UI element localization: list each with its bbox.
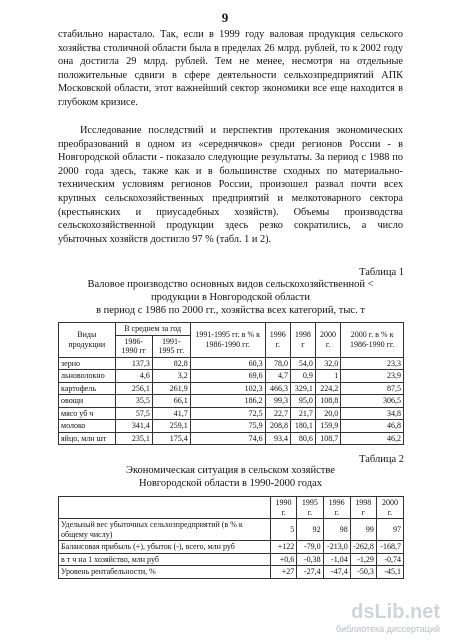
table1-header-8690: 1986-1990 гг xyxy=(115,335,152,357)
table1-row xyxy=(59,382,404,395)
table1-cell: 256,1 xyxy=(115,382,152,395)
table1-header-crops: Виды продукции xyxy=(59,323,116,358)
table2-cell: -45,1 xyxy=(376,566,403,579)
table1-cell: 137,3 xyxy=(115,357,152,370)
table1-cell: 99,3 xyxy=(265,395,290,408)
table2-cell: -262,8 xyxy=(350,541,376,554)
table1-cell: 23,9 xyxy=(341,370,404,383)
table2-body xyxy=(59,519,404,579)
table2 xyxy=(58,496,404,579)
table2-cell: -0,74 xyxy=(376,553,403,566)
table2-row xyxy=(59,519,404,541)
watermark-logo xyxy=(336,601,440,634)
table1-cell: 22,7 xyxy=(265,407,290,420)
table1-header-2000: 2000 г. xyxy=(315,323,340,358)
table1-cell: 259,1 xyxy=(152,420,190,433)
table1-cell: 46,8 xyxy=(341,420,404,433)
table1-cell: 82,8 xyxy=(152,357,190,370)
table2-cell: 99 xyxy=(350,519,376,541)
paragraph-2: Исследование последствий и перспектив протекания экономических преобразований в одном из «середнячков» среди регионов России - в Новгородской области - показало следующие результаты. За период с 1988 по 2000 года здесь, также как и в большинстве сходных по материально-техническим условиям регионов России, произошел развал почти всех крупных сельскохозяйственных предприятий и мелкотоварного сектора (крестьянских и приусадебных хозяйств). Объемы производства сельскохозяйственной продукции здесь резко сократились, а число убыточных хозяйств достигло 97 % (табл. 1 и 2). xyxy=(58,125,403,245)
table1-cell: 175,4 xyxy=(152,432,190,445)
table1-cell: 54,0 xyxy=(291,357,316,370)
table1-cell: 4,7 xyxy=(265,370,290,383)
table1-cell: 95,0 xyxy=(291,395,316,408)
table1-title xyxy=(58,278,403,304)
table2-header-year: 1990 г. xyxy=(270,497,296,519)
table1-cell: 46,2 xyxy=(341,432,404,445)
table1-row xyxy=(59,420,404,433)
table2-cell: -1,29 xyxy=(350,553,376,566)
table1-header-1998: 1998 г xyxy=(291,323,316,358)
table2-header-year: 1996 г. xyxy=(323,497,350,519)
table1-cell-name: мясо уб ч xyxy=(59,407,116,420)
table2-cell-name: Уровень рентабельности, % xyxy=(59,566,271,579)
table2-cell-name: Балансовая прибыль (+), убыток (-), всего, млн руб xyxy=(59,541,271,554)
table1-cell: 23,3 xyxy=(341,357,404,370)
table1-body xyxy=(59,357,404,445)
table2-row xyxy=(59,566,404,579)
table1-title-line3: в период с 1986 по 2000 гг., хозяйства всех категорий, тыс. т xyxy=(96,305,365,316)
table2-label: Таблица 2 xyxy=(359,454,404,465)
table2-cell: 92 xyxy=(297,519,323,541)
table1-cell: 20,0 xyxy=(315,407,340,420)
table2-cell-name: в т ч на 1 хозяйство, млн руб xyxy=(59,553,271,566)
paragraph-1: стабильно нарастало. Так, если в 1999 году валовая продукция сельского хозяйства столичной области была в пределах 26 млрд. рублей, то к 2002 году она достигла 29 млрд. рублей. Тем не менее, несмотря на отдельные положительные сдвиги в сфере деятельности сельхозпредприятий АПК Московской области, этот важнейший сектор экономики все еще находится в глубоком кризисе. xyxy=(58,29,403,108)
table1-cell: 235,1 xyxy=(115,432,152,445)
table1-title-line1: Валовое производство основных видов сельскохозяйственной < xyxy=(87,279,374,290)
table2-cell: +122 xyxy=(270,541,296,554)
table1-cell: 74,6 xyxy=(190,432,265,445)
table2-cell: -79,0 xyxy=(297,541,323,554)
table1-row xyxy=(59,370,404,383)
watermark-site: dsLib.net xyxy=(351,601,440,623)
table1-cell: 208,8 xyxy=(265,420,290,433)
table1-cell: 41,7 xyxy=(152,407,190,420)
table2-title-line2: Новгородской области в 1990-2000 годах xyxy=(138,478,323,489)
table1-cell: 4,6 xyxy=(115,370,152,383)
table1-row xyxy=(59,432,404,445)
table2-cell: 5 xyxy=(270,519,296,541)
table2-cell-name: Удельный вес убыточных сельхозпредприятий (в % к общему числу) xyxy=(59,519,271,541)
table2-header-year: 2000 г. xyxy=(376,497,403,519)
table2-cell: 98 xyxy=(323,519,350,541)
table1-cell-name: овощи xyxy=(59,395,116,408)
table1-header-pct9195: 1991-1995 гг. в % к 1986-1990 гг. xyxy=(190,323,265,358)
table1-cell: 60,3 xyxy=(190,357,265,370)
table2-cell: -213,0 xyxy=(323,541,350,554)
watermark-caption: библиотека диссертаций xyxy=(335,624,440,634)
table2-cell: -168,7 xyxy=(376,541,403,554)
table1-cell: 224,2 xyxy=(315,382,340,395)
table1-cell-name: льноволокно xyxy=(59,370,116,383)
table1-cell: 78,0 xyxy=(265,357,290,370)
table2-row xyxy=(59,553,404,566)
table1-header-avg: В среднем за год xyxy=(115,323,190,336)
table1-cell: 0,9 xyxy=(291,370,316,383)
table1-cell-name: яйцо, млн шт xyxy=(59,432,116,445)
table1-header-pct2000: 2000 г. в % к 1986-1990 гг. xyxy=(341,323,404,358)
table1-cell: 87,5 xyxy=(341,382,404,395)
table1-cell-name: картофель xyxy=(59,382,116,395)
table2-cell: +27 xyxy=(270,566,296,579)
table1-cell: 57,5 xyxy=(115,407,152,420)
table1-cell: 159,9 xyxy=(315,420,340,433)
table2-row xyxy=(59,541,404,554)
table1-cell: 72,5 xyxy=(190,407,265,420)
table1-cell: 1 xyxy=(315,370,340,383)
table1-cell: 108,8 xyxy=(315,395,340,408)
table1-cell: 186,2 xyxy=(190,395,265,408)
table1-row xyxy=(59,395,404,408)
page-number: 9 xyxy=(221,10,229,25)
table1-cell: 69,6 xyxy=(190,370,265,383)
table1-cell: 329,1 xyxy=(291,382,316,395)
table2-cell: -0,38 xyxy=(297,553,323,566)
table1-cell: 341,4 xyxy=(115,420,152,433)
table1-header-9195: 1991-1995 гг. xyxy=(152,335,190,357)
table1-cell: 466,3 xyxy=(265,382,290,395)
table1-cell: 93,4 xyxy=(265,432,290,445)
table2-header-year: 1998 г xyxy=(350,497,376,519)
table2-header-blank xyxy=(59,497,271,519)
table1-cell: 261,9 xyxy=(152,382,190,395)
table1-cell: 66,1 xyxy=(152,395,190,408)
table1-cell: 3,2 xyxy=(152,370,190,383)
table1-cell: 306,5 xyxy=(341,395,404,408)
table1 xyxy=(58,322,404,445)
table1-cell: 80,6 xyxy=(291,432,316,445)
table1-header-1996: 1996 г. xyxy=(265,323,290,358)
table2-cell: -27,4 xyxy=(297,566,323,579)
table2-cell: -1,04 xyxy=(323,553,350,566)
table1-cell: 21,7 xyxy=(291,407,316,420)
table1-cell: 75,9 xyxy=(190,420,265,433)
table1-cell-name: зерно xyxy=(59,357,116,370)
table2-title-line1: Экономическая ситуация в сельском хозяйстве xyxy=(126,465,335,476)
table1-cell: 35,5 xyxy=(115,395,152,408)
table1-cell: 34,8 xyxy=(341,407,404,420)
table1-cell: 102,3 xyxy=(190,382,265,395)
table2-cell: +0,6 xyxy=(270,553,296,566)
table1-label: Таблица 1 xyxy=(359,267,404,278)
table1-row xyxy=(59,407,404,420)
table2-cell: -50,3 xyxy=(350,566,376,579)
table2-title xyxy=(58,464,403,490)
table2-header-year: 1995 г. xyxy=(297,497,323,519)
table1-row xyxy=(59,357,404,370)
table1-cell: 180,1 xyxy=(291,420,316,433)
table1-title-line2: продукции в Новгородской области xyxy=(150,292,311,303)
table1-cell: 108,7 xyxy=(315,432,340,445)
table2-cell: -47,4 xyxy=(323,566,350,579)
table1-cell: 32,0 xyxy=(315,357,340,370)
table2-cell: 97 xyxy=(376,519,403,541)
table1-cell-name: молоко xyxy=(59,420,116,433)
